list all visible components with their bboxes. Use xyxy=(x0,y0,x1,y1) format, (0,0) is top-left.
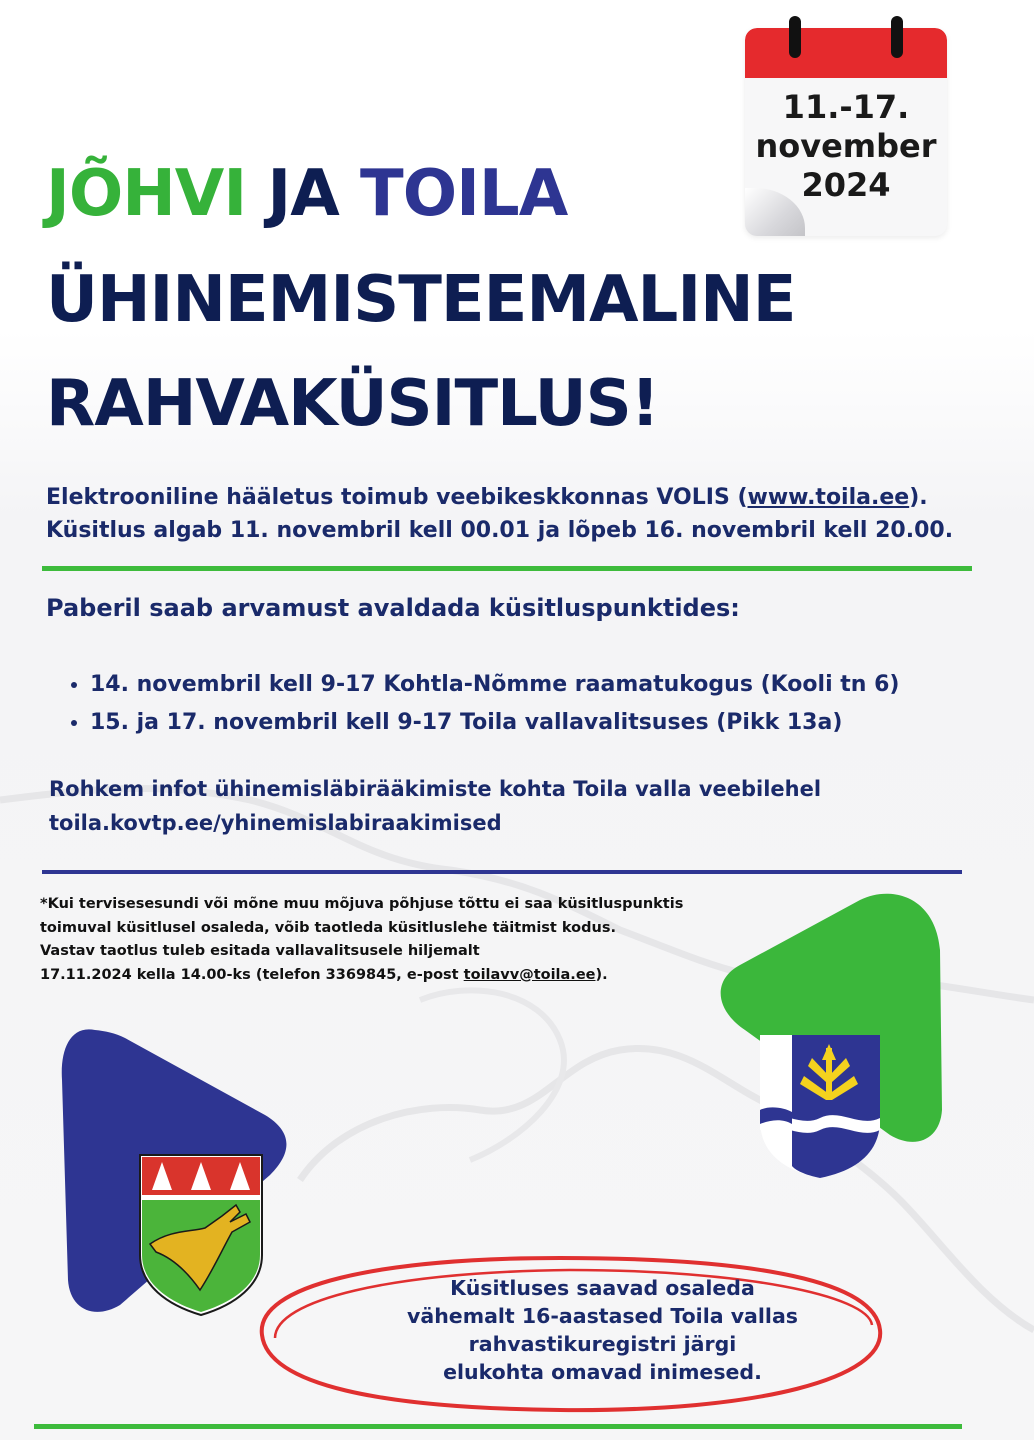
headline-johvi: JÕHVI xyxy=(46,157,247,231)
paper-voting-heading: Paberil saab arvamust avaldada küsitluspunktides: xyxy=(46,594,740,622)
calendar-page xyxy=(745,28,947,236)
kohtla-nomme-coat-of-arms-icon xyxy=(140,1155,262,1315)
more-info-paragraph xyxy=(49,772,821,840)
email-link[interactable]: toilavv@toila.ee xyxy=(463,966,596,983)
note-line-2: toimuval küsitlusel osaleda, võib taotleda küsitluslehe täitmist kodus. xyxy=(40,919,616,936)
headline-line-1 xyxy=(46,157,568,231)
calendar-month: november xyxy=(755,127,937,165)
calendar-year: 2024 xyxy=(801,166,891,204)
voting-point-2: • 15. ja 17. novembril kell 9-17 Toila vallavalitsuses (Pikk 13a) xyxy=(90,704,899,742)
intro-line-1 xyxy=(46,481,953,514)
more-info-link[interactable]: toila.kovtp.ee/yhinemislabiraakimised xyxy=(49,811,502,835)
calendar-header-bar xyxy=(745,28,947,78)
voting-points-list xyxy=(64,666,899,742)
toila-coat-of-arms-icon xyxy=(760,1035,880,1178)
intro-line-1-suffix: ). xyxy=(909,485,928,510)
intro-paragraph xyxy=(46,481,953,547)
voting-point-1: • 14. novembril kell 9-17 Kohtla-Nõmme raamatukogus (Kooli tn 6) xyxy=(90,666,899,704)
green-divider-bottom xyxy=(34,1424,962,1429)
calendar-date-text xyxy=(745,88,947,205)
intro-line-1-text: Elektrooniline hääletus toimub veebikeskkonnas VOLIS ( xyxy=(46,485,748,510)
eligibility-line-4: elukohta omavad inimesed. xyxy=(443,1360,762,1384)
eligibility-line-3: rahvastikuregistri järgi xyxy=(468,1332,737,1356)
note-line-4-suffix: ). xyxy=(595,966,608,983)
more-info-line-1: Rohkem infot ühinemisläbirääkimiste kohta Toila valla veebilehel xyxy=(49,777,822,801)
calendar-icon xyxy=(745,28,947,236)
green-divider-top xyxy=(42,566,972,571)
note-line-1: *Kui tervisesesundi või mõne muu mõjuva põhjuse tõttu ei saa küsitluspunktis xyxy=(40,896,684,912)
headline-toila: TOILA xyxy=(360,157,568,231)
calendar-ring-right xyxy=(891,16,903,58)
intro-line-2: Küsitlus algab 11. novembril kell 00.01 ja lõpeb 16. novembril kell 20.00. xyxy=(46,518,954,543)
calendar-ring-left xyxy=(789,16,801,58)
note-line-3: Vastav taotlus tuleb esitada vallavalitsusele hiljemalt xyxy=(40,943,480,959)
calendar-date-range: 11.-17. xyxy=(782,88,910,126)
navy-divider xyxy=(42,870,962,874)
eligibility-text xyxy=(380,1274,825,1386)
headline-line-2: ÜHINEMISTEEMALINE xyxy=(46,263,796,337)
toila-website-link[interactable]: www.toila.ee xyxy=(747,485,910,510)
eligibility-line-2: vähemalt 16-aastased Toila vallas xyxy=(407,1304,798,1328)
headline-ja: JA xyxy=(246,157,361,231)
note-line-4-text: 17.11.2024 kella 14.00-ks (telefon 3369845, e-post xyxy=(40,966,464,983)
headline-line-3: RAHVAKÜSITLUS! xyxy=(46,367,659,441)
eligibility-line-1: Küsitluses saavad osaleda xyxy=(450,1276,755,1300)
